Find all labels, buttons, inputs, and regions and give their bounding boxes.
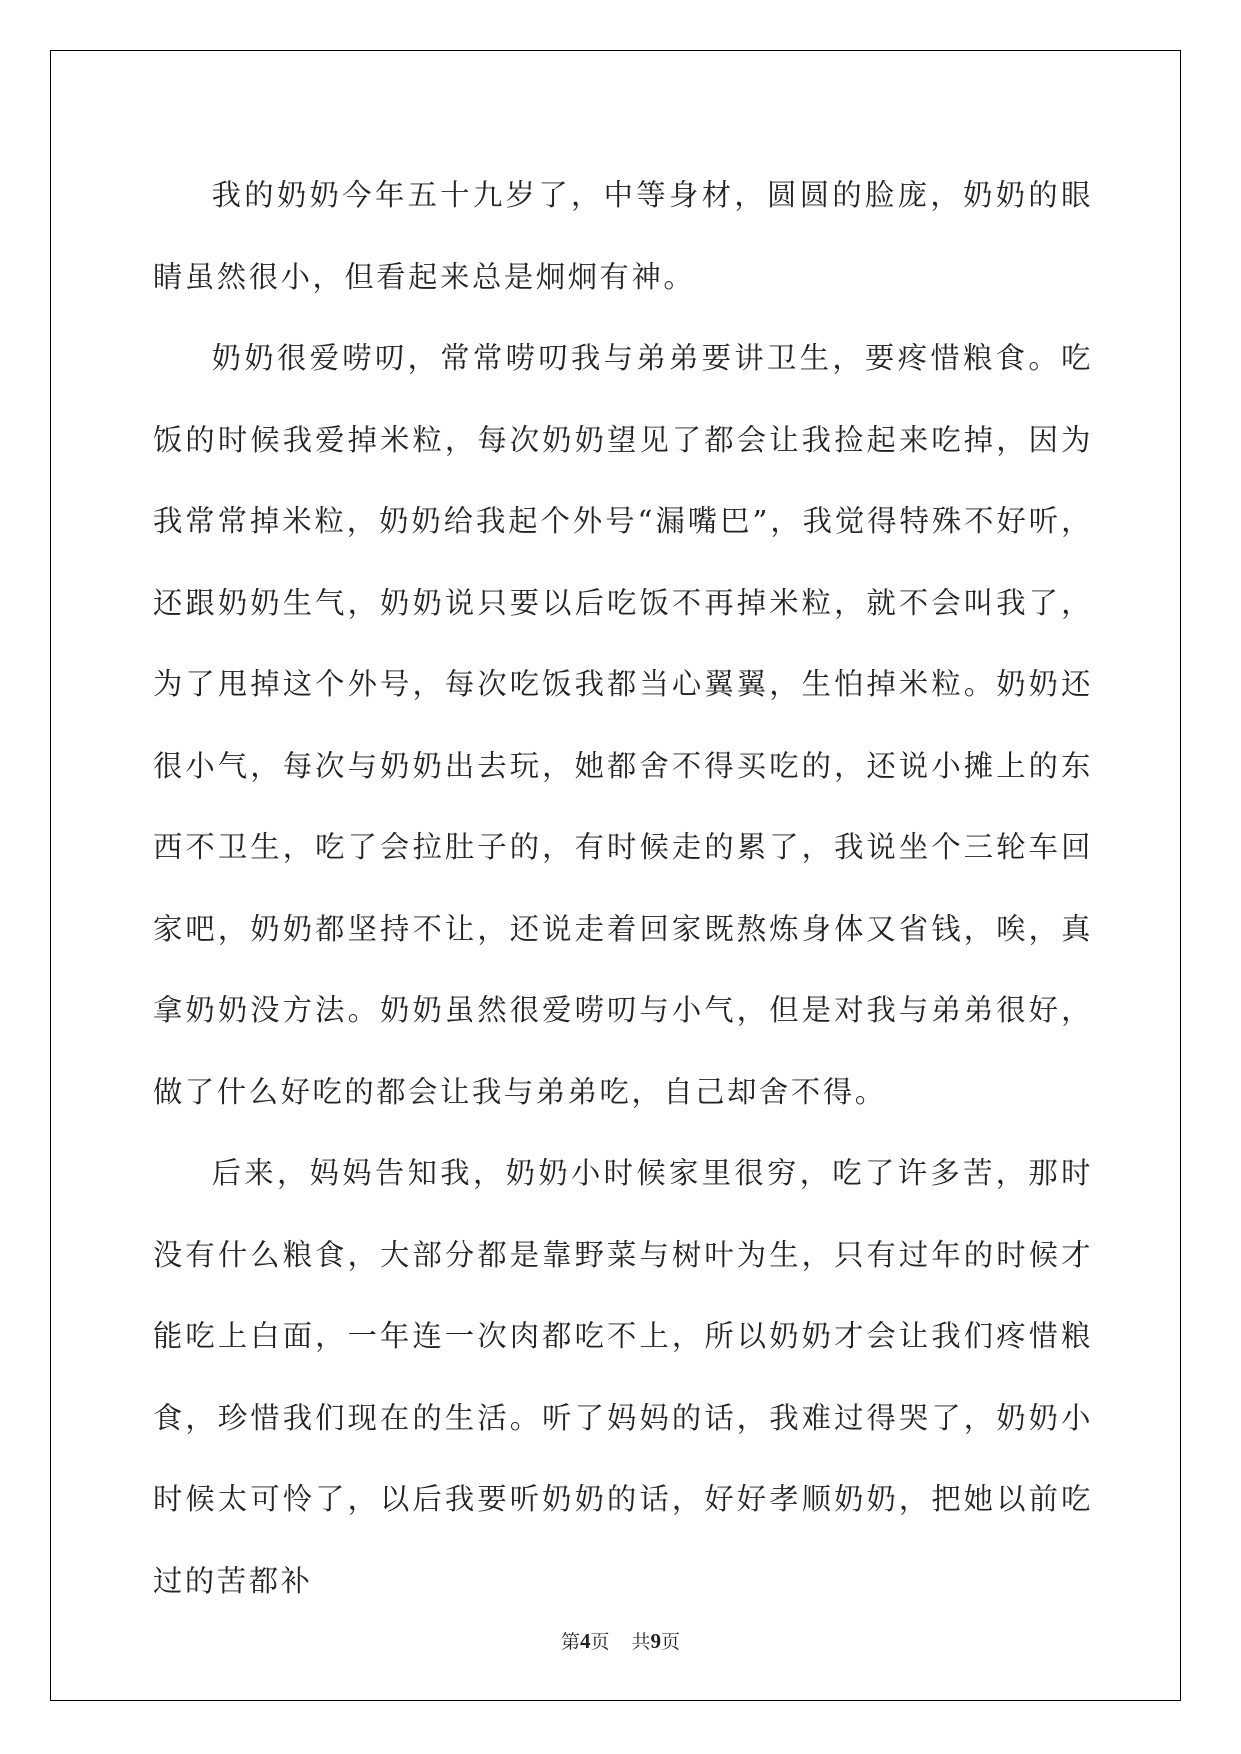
page-footer <box>0 1627 1241 1654</box>
footer-prefix: 第 <box>560 1631 580 1653</box>
total-pages-number: 9 <box>650 1629 662 1653</box>
document-body <box>153 155 1093 1622</box>
footer-total-suffix: 页 <box>661 1631 681 1653</box>
paragraph-2: 奶奶很爱唠叨，常常唠叨我与弟弟要讲卫生，要疼惜粮食。吃饭的时候我爱掉米粒，每次奶奶望见了都会让我捡起来吃掉，因为我常常掉米粒，奶奶给我起个外号“漏嘴巴”，我觉得特殊不好听，还跟奶奶生气，奶奶说只要以后吃饭不再掉米粒，就不会叫我了，为了甩掉这个外号，每次吃饭我都当心翼翼，生怕掉米粒。奶奶还很小气，每次与奶奶出去玩，她都舍不得买吃的，还说小摊上的东西不卫生，吃了会拉肚子的，有时候走的累了，我说坐个三轮车回家吧，奶奶都坚持不让，还说走着回家既熬炼身体又省钱，唉，真拿奶奶没方法。奶奶虽然很爱唠叨与小气，但是对我与弟弟很好，做了什么好吃的都会让我与弟弟吃，自己却舍不得。 <box>153 341 1093 1109</box>
footer-total-prefix: 共 <box>631 1631 651 1653</box>
paragraph-3: 后来，妈妈告知我，奶奶小时候家里很穷，吃了许多苦，那时没有什么粮食，大部分都是靠野菜与树叶为生，只有过年的时候才能吃上白面，一年连一次肉都吃不上，所以奶奶才会让我们疼惜粮食，珍惜我们现在的生活。听了妈妈的话，我难过得哭了，奶奶小时候太可怜了，以后我要听奶奶的话，好好孝顺奶奶，把她以前吃过的苦都补 <box>153 1156 1093 1598</box>
footer-page-suffix: 页 <box>590 1631 610 1653</box>
current-page-number: 4 <box>579 1629 591 1653</box>
paragraph-1: 我的奶奶今年五十九岁了，中等身材，圆圆的脸庞，奶奶的眼睛虽然很小，但看起来总是炯炯有神。 <box>153 178 1093 294</box>
